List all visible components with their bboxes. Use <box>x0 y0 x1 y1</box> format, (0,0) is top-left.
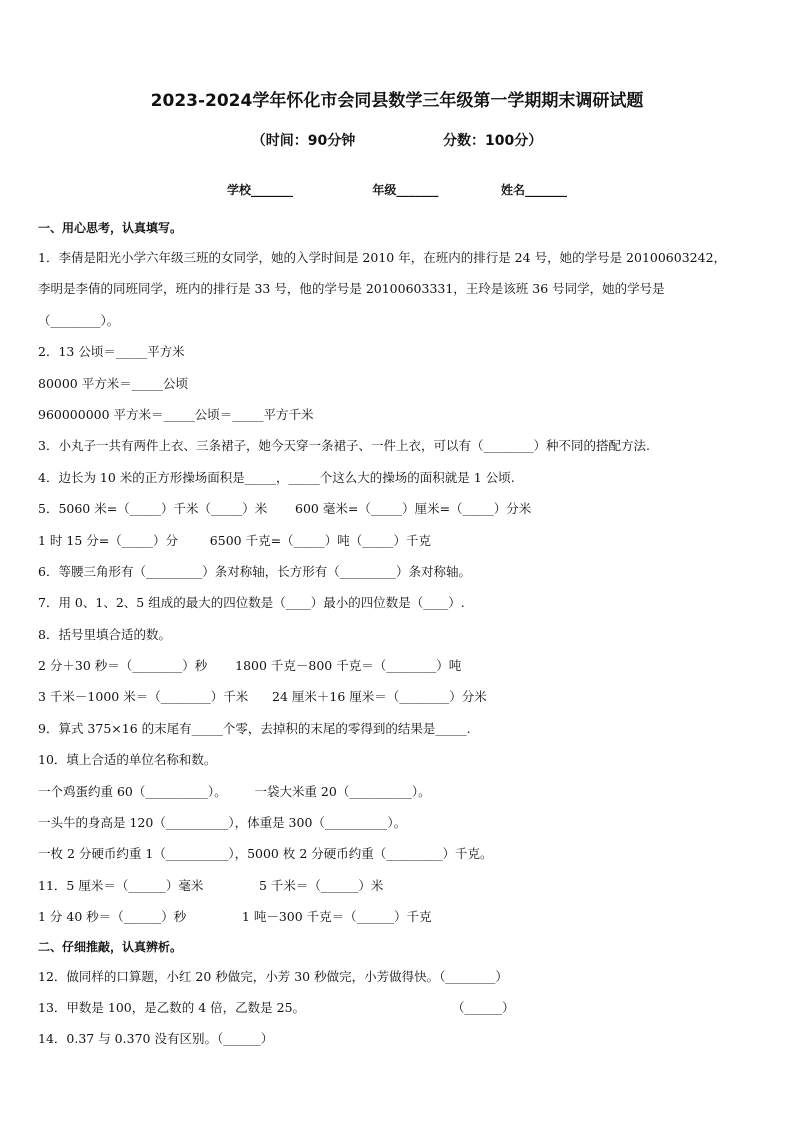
question-line: 1 分 40 秒＝（______）秒 1 吨－300 千克＝（______）千克 <box>38 909 432 925</box>
question-line: 2．13 公顷＝_____平方米 <box>38 344 185 360</box>
question-line: 4．边长为 10 米的正方形操场面积是_____，_____个这么大的操场的面积就是 1 公顷. <box>38 469 515 485</box>
section-heading: 一、用心思考，认真填写。 <box>38 221 183 235</box>
question-line: 6．等腰三角形有（_________）条对称轴，长方形有（_________）条对称轴。 <box>38 563 471 579</box>
question-line: 7．用 0、1、2、5 组成的最大的四位数是（____）最小的四位数是（____）. <box>38 595 465 611</box>
question-line: 2 分＋30 秒＝（________）秒 1800 千克－800 千克＝（________）吨 <box>38 658 462 674</box>
question-line: 一个鸡蛋约重 60（__________）。 一袋大米重 20（__________）。 <box>38 783 431 799</box>
exam-time-score: （时间：90分钟 分数：100分） <box>251 133 543 149</box>
question-line: 80000 平方米＝_____公顷 <box>38 375 188 391</box>
question-line: 14．0.37 与 0.370 没有区别。（______） <box>38 1031 274 1047</box>
question-line: 12．做同样的口算题，小红 20 秒做完，小芳 30 秒做完，小芳做得快。（________） <box>38 968 508 984</box>
question-line: 960000000 平方米＝_____公顷＝_____平方千米 <box>38 406 314 422</box>
question-line: 13．甲数是 100，是乙数的 4 倍，乙数是 25。 （______） <box>38 999 515 1015</box>
question-line: 一头牛的身高是 120（__________），体重是 300（__________）。 <box>38 815 407 831</box>
question-line: 李明是李倩的同班同学，班内的排行是 33 号，他的学号是 20100603331，王玲是该班 36 号同学，她的学号是 <box>38 281 665 297</box>
question-line: 一枚 2 分硬币约重 1（__________），5000 枚 2 分硬币约重（_________）千克。 <box>38 846 493 862</box>
question-line: 3 千米－1000 米＝（________）千米 24 厘米＋16 厘米＝（________）分米 <box>38 689 487 705</box>
question-line: 11．5 厘米＝（______）毫米 5 千米＝（______）米 <box>38 877 384 893</box>
page-title: 2023-2024学年怀化市会同县数学三年级第一学期期末调研试题 <box>150 91 644 111</box>
question-line: 9．算式 375×16 的末尾有_____个零，去掉积的末尾的零得到的结果是_____. <box>38 720 471 736</box>
student-info-line: 学校_______ 年级_______ 姓名_______ <box>226 183 568 197</box>
section-heading: 二、仔细推敲，认真辨析。 <box>38 939 183 954</box>
question-line: 3．小丸子一共有两件上衣、三条裙子，她今天穿一条裙子、一件上衣，可以有（________）种不同的搭配方法. <box>38 438 650 454</box>
question-line: 5．5060 米=（_____）千米（_____）米 600 毫米=（_____）厘米=（_____）分米 <box>38 501 532 517</box>
question-line: 1 时 15 分=（_____）分 6500 千克=（_____）吨（_____）千克 <box>38 532 432 548</box>
question-line: 1．李倩是阳光小学六年级三班的女同学，她的入学时间是 2010 年，在班内的排行是 24 号，她的学号是 20100603242， <box>38 250 727 265</box>
question-body <box>38 214 758 1055</box>
question-line: 8．括号里填合适的数。 <box>38 626 171 642</box>
question-line: 10．填上合适的单位名称和数。 <box>38 752 217 768</box>
question-line: （________）。 <box>38 312 120 328</box>
